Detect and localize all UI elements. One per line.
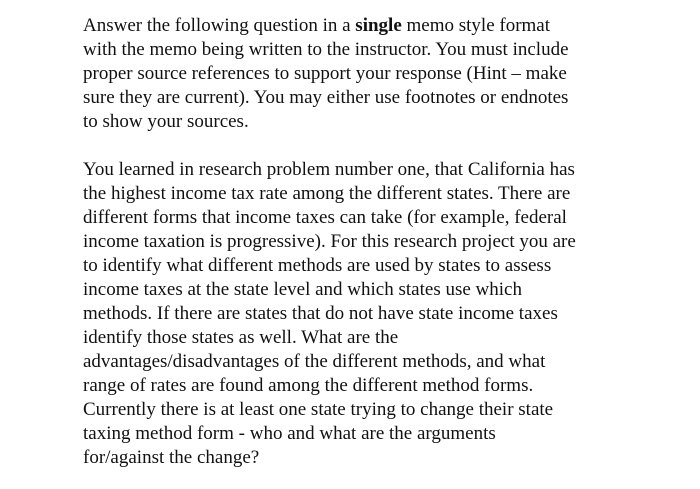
text-line: Currently there is at least one state trying to change their state bbox=[83, 399, 554, 420]
question-paragraph bbox=[83, 158, 683, 470]
emphasis-text: single bbox=[355, 15, 402, 36]
text-line: sure they are current). You may either use footnotes or endnotes bbox=[83, 87, 569, 108]
text-line: different forms that income taxes can take (for example, federal bbox=[83, 207, 567, 228]
text-line: taxing method form - who and what are the arguments bbox=[83, 423, 496, 444]
instructions-paragraph bbox=[83, 14, 683, 134]
text-line: identify those states as well. What are the bbox=[83, 327, 399, 348]
text-line: with the memo being written to the instructor. You must include bbox=[83, 39, 569, 60]
text-line: proper source references to support your response (Hint – make bbox=[83, 63, 567, 84]
text-line: range of rates are found among the different method forms. bbox=[83, 375, 534, 396]
text-run: memo style format bbox=[401, 15, 551, 36]
document-body bbox=[83, 14, 683, 470]
text-run: Answer the following question in a bbox=[83, 15, 356, 36]
text-line: income taxes at the state level and which states use which bbox=[83, 279, 522, 300]
text-line: income taxation is progressive). For this research project you are bbox=[83, 231, 576, 252]
text-line: methods. If there are states that do not have state income taxes bbox=[83, 303, 558, 324]
text-line: for/against the change? bbox=[83, 447, 260, 468]
text-line: advantages/disadvantages of the different methods, and what bbox=[83, 351, 546, 372]
text-line: to show your sources. bbox=[83, 111, 249, 132]
text-line: the highest income tax rate among the different states. There are bbox=[83, 183, 571, 204]
text-line: to identify what different methods are used by states to assess bbox=[83, 255, 552, 276]
text-line bbox=[83, 14, 683, 38]
text-line: You learned in research problem number one, that California has bbox=[83, 159, 575, 180]
